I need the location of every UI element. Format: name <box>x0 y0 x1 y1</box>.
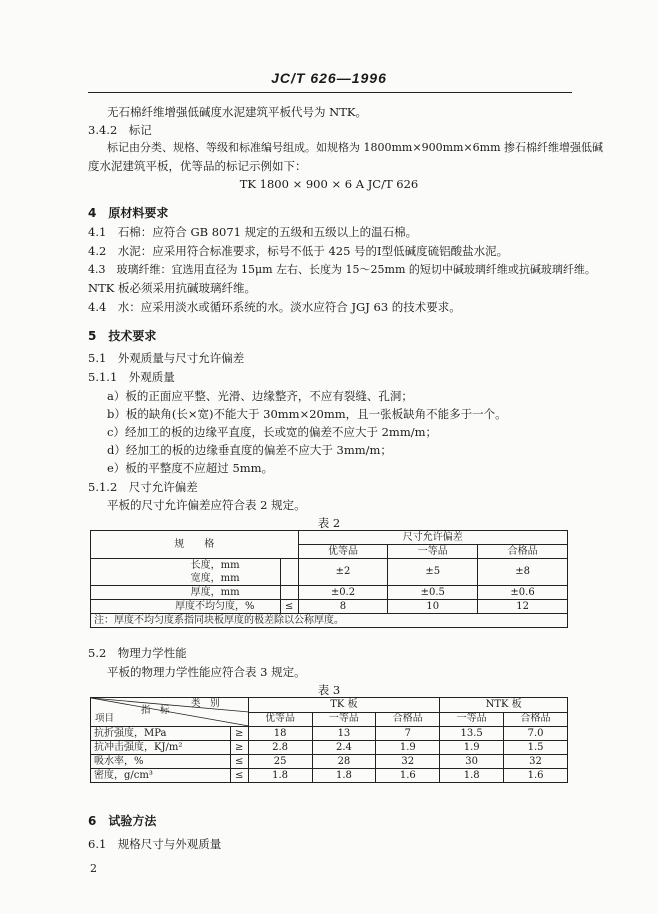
table-3-cell: 1.8 <box>248 769 312 783</box>
page-number: 2 <box>90 862 97 875</box>
table-3-grade-header: 一等品 <box>312 712 376 727</box>
table-2-row-sign <box>280 586 298 600</box>
table-2-cell: ±0.2 <box>298 586 388 600</box>
table-3-cell: 2.8 <box>248 741 312 755</box>
table-3-row-sign: ≤ <box>230 769 248 783</box>
section-5-1-1: 5.1.1 外观质量 <box>88 370 175 384</box>
section-3-4-2-heading: 3.4.2 标记 <box>88 123 152 137</box>
table-3-cell: 2.4 <box>312 741 376 755</box>
table-3-cell: 1.6 <box>376 769 440 783</box>
table-3-cell: 1.8 <box>312 769 376 783</box>
table-3-cell: 1.9 <box>376 741 440 755</box>
table-3-grade-header: 优等品 <box>248 712 312 727</box>
table-3-corner-item: 项目 <box>95 713 115 724</box>
table-2-cell: ±2 <box>298 559 388 586</box>
table-2-spec-header: 规 格 <box>91 531 299 559</box>
table-3-row-label: 抗折强度，MPa <box>91 727 231 741</box>
table-2-grade-header: 合格品 <box>478 545 568 559</box>
section-4-3: 4.3 玻璃纤维：宜选用直径为 15μm 左右、长度为 15～25mm 的短切中碱玻璃纤维或抗碱玻璃纤维。 <box>88 263 596 276</box>
table-2-cell: 12 <box>478 600 568 614</box>
table-2-cell: ±0.6 <box>478 586 568 600</box>
section-6-1: 6.1 规格尺寸与外观质量 <box>88 837 222 851</box>
appearance-item-c: c）经加工的板的边缘平直度，长或宽的偏差不应大于 2mm/m； <box>107 425 437 439</box>
table-3 <box>90 697 568 783</box>
table-3-cell: 18 <box>248 727 312 741</box>
table-3-cell: 1.6 <box>504 769 568 783</box>
table-3-cell: 1.9 <box>440 741 504 755</box>
table-3-grade-header: 合格品 <box>504 712 568 727</box>
section-5-2-text: 平板的物理力学性能应符合表 3 规定。 <box>107 665 306 679</box>
table-3-group-header: NTK 板 <box>440 698 568 713</box>
section-3-4-2-text-1: 标记由分类、规格、等级和标准编号组成。如规格为 1800mm×900mm×6mm 掺石棉纤维增强低碱 <box>107 141 603 154</box>
section-4-heading: 4 原材料要求 <box>88 206 169 220</box>
table-2-row-label: 宽度，mm <box>91 572 281 586</box>
section-5-heading: 5 技术要求 <box>88 329 157 343</box>
table-3-cell: 30 <box>440 755 504 769</box>
table-3-cell: 28 <box>312 755 376 769</box>
table-3-corner-category: 类 别 <box>191 698 220 709</box>
section-4-1: 4.1 石棉：应符合 GB 8071 规定的五级和五级以上的温石棉。 <box>88 225 418 239</box>
table-2-cell: 8 <box>298 600 388 614</box>
table-3-cell: 25 <box>248 755 312 769</box>
table-2-grade-header: 一等品 <box>388 545 478 559</box>
section-4-4: 4.4 水：应采用淡水或循环系统的水。淡水应符合 JGJ 63 的技术要求。 <box>88 300 461 314</box>
header-rule <box>88 92 572 93</box>
section-3-4-2-text-2: 度水泥建筑平板，优等品的标记示例如下： <box>88 159 307 173</box>
section-4-3-continued: NTK 板必须采用抗碱玻璃纤维。 <box>88 281 256 295</box>
appearance-item-a: a）板的正面应平整、光滑、边缘整齐，不应有裂缝、孔洞； <box>107 389 413 403</box>
section-5-2: 5.2 物理力学性能 <box>88 646 187 660</box>
table-2-row-sign: ≤ <box>280 600 298 614</box>
section-5-1-2: 5.1.2 尺寸允许偏差 <box>88 480 198 494</box>
table-3-cell: 13 <box>312 727 376 741</box>
marking-example: TK 1800 × 900 × 6 A JC/T 626 <box>239 177 419 191</box>
table-3-row-label: 抗冲击强度，KJ/m² <box>91 741 231 755</box>
table-2-row-label: 厚度，mm <box>91 586 281 600</box>
appearance-item-b: b）板的缺角(长×宽)不能大于 30mm×20mm，且一张板缺角不能多于一个。 <box>107 407 507 421</box>
table-2-cell: ±0.5 <box>388 586 478 600</box>
table-2-cell: 10 <box>388 600 478 614</box>
intro-line: 无石棉纤维增强低碱度水泥建筑平板代号为 NTK。 <box>107 105 367 119</box>
table-3-corner-indicator: 指 标 <box>141 705 170 716</box>
table-2-caption: 表 2 <box>317 516 341 530</box>
table-3-corner-cell <box>91 698 249 727</box>
table-3-corner-diagonals <box>91 698 249 726</box>
table-2-cell: ±5 <box>388 559 478 586</box>
table-3-cell: 7.0 <box>504 727 568 741</box>
table-3-row-sign: ≤ <box>230 755 248 769</box>
table-2-group-header: 尺寸允许偏差 <box>298 531 567 545</box>
table-3-cell: 7 <box>376 727 440 741</box>
table-3-row-sign: ≥ <box>230 727 248 741</box>
table-3-caption: 表 3 <box>317 683 341 697</box>
table-3-grade-header: 合格品 <box>376 712 440 727</box>
table-2-row-label: 厚度不均匀度，% <box>91 600 281 614</box>
table-2-grade-header: 优等品 <box>298 545 388 559</box>
standard-code-header: JC/T 626—1996 <box>271 70 387 86</box>
table-2-cell: ±8 <box>478 559 568 586</box>
table-3-cell: 1.5 <box>504 741 568 755</box>
table-3-grade-header: 一等品 <box>440 712 504 727</box>
section-5-1: 5.1 外观质量与尺寸允许偏差 <box>88 351 245 365</box>
table-2 <box>90 530 568 628</box>
table-3-cell: 32 <box>376 755 440 769</box>
section-6-heading: 6 试验方法 <box>88 814 157 828</box>
table-3-row-sign: ≥ <box>230 741 248 755</box>
appearance-item-e: e）板的平整度不应超过 5mm。 <box>107 461 274 475</box>
table-2-note: 注：厚度不均匀度系指同块板厚度的极差除以公称厚度。 <box>91 614 568 628</box>
table-3-group-header: TK 板 <box>248 698 440 713</box>
table-3-cell: 13.5 <box>440 727 504 741</box>
table-2-row-sign <box>280 559 298 586</box>
section-5-1-2-text: 平板的尺寸允许偏差应符合表 2 规定。 <box>107 498 306 512</box>
appearance-item-d: d）经加工的板的边缘垂直度的偏差不应大于 3mm/m； <box>107 443 392 457</box>
table-3-row-label: 密度，g/cm³ <box>91 769 231 783</box>
table-2-row-label: 长度，mm <box>91 559 281 573</box>
table-3-cell: 32 <box>504 755 568 769</box>
section-4-2: 4.2 水泥：应采用符合标准要求，标号不低于 425 号的Ⅰ型低碱度硫铝酸盐水泥。 <box>88 244 509 258</box>
table-3-cell: 1.8 <box>440 769 504 783</box>
table-3-row-label: 吸水率，% <box>91 755 231 769</box>
